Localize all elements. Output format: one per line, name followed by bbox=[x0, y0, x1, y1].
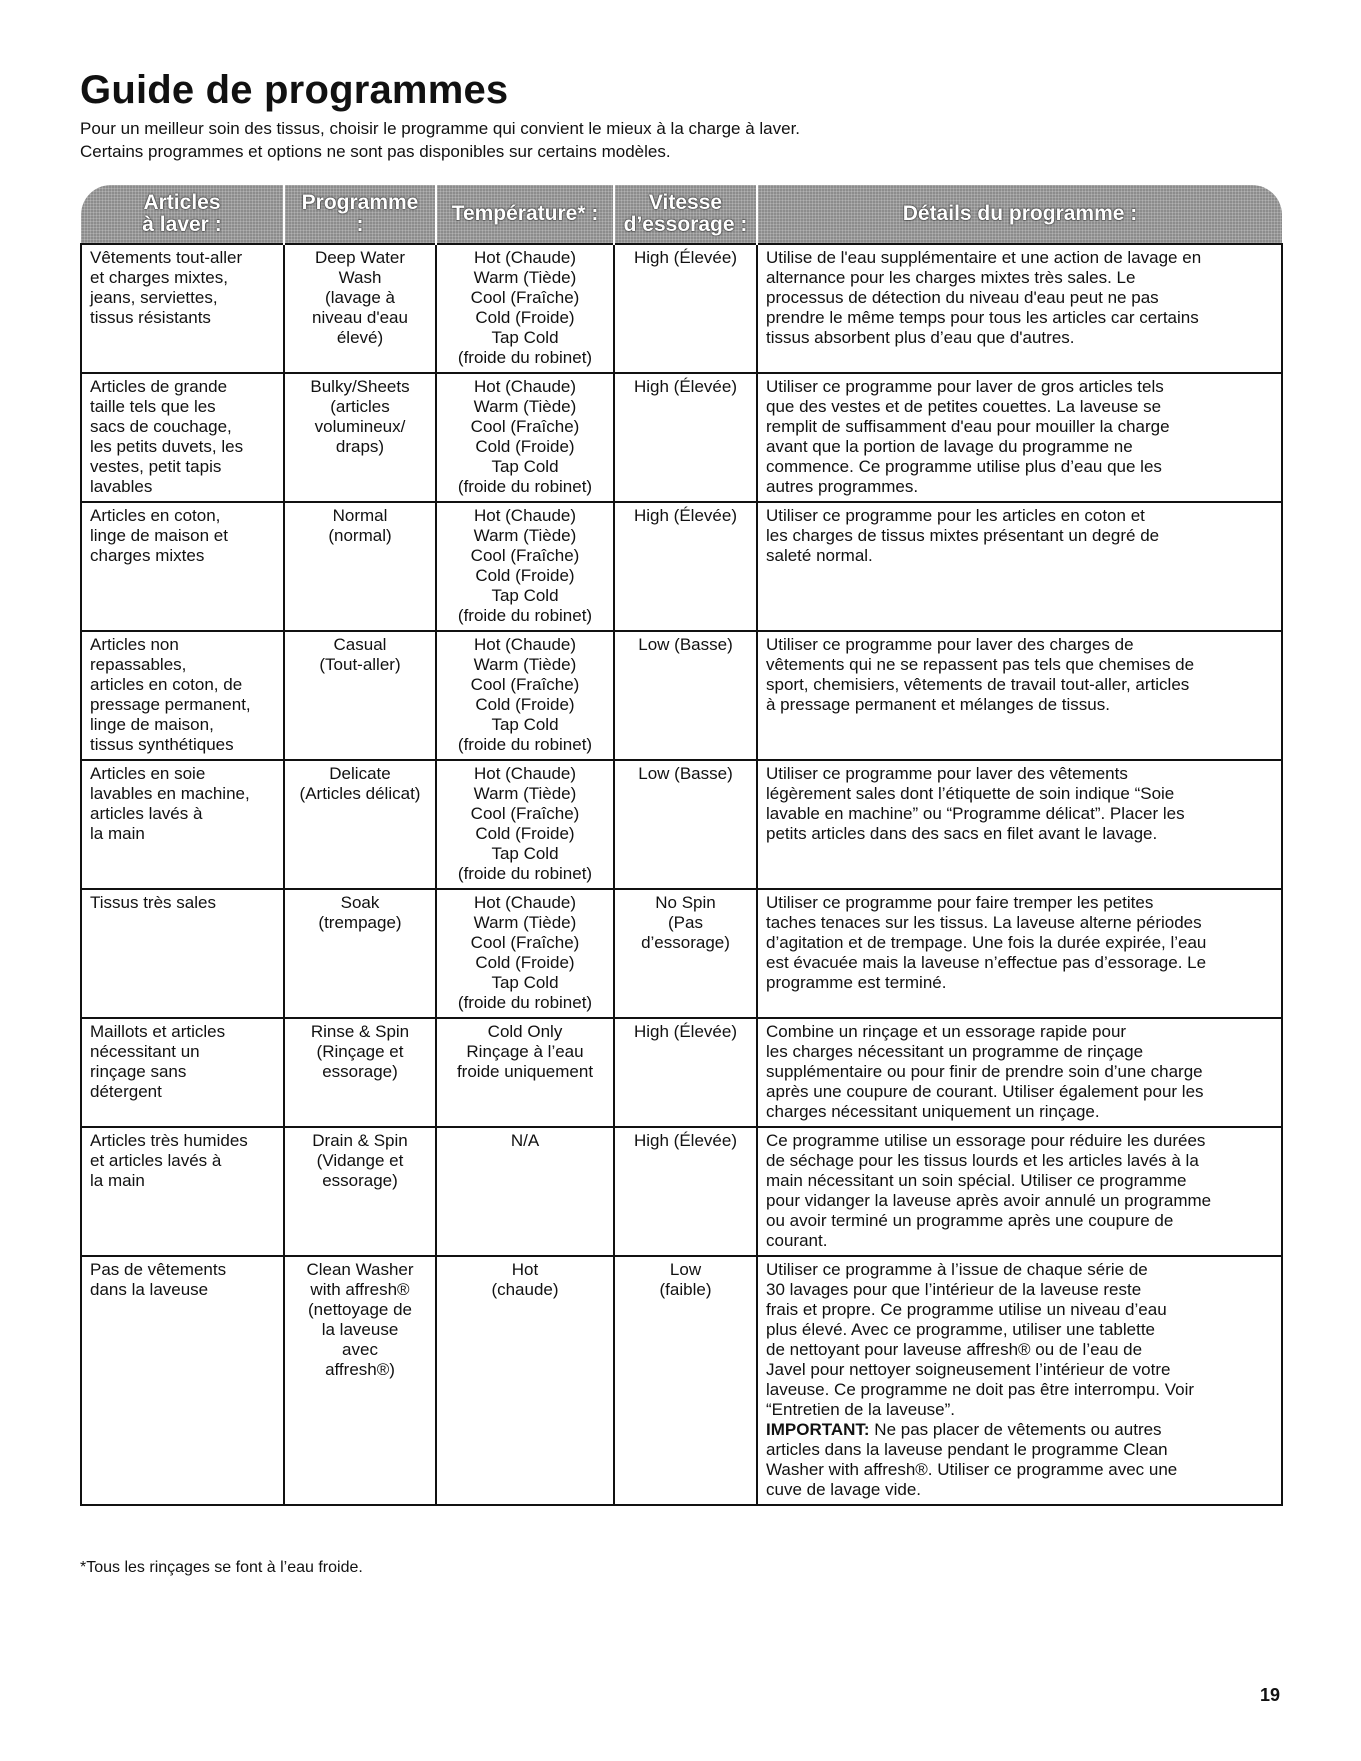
cell-line: Hot (Chaude) bbox=[473, 506, 577, 525]
cell-line: d’essorage) bbox=[641, 933, 730, 952]
cell-line: Tap Cold bbox=[491, 973, 559, 992]
header-line: : bbox=[356, 213, 364, 236]
cell-temperature bbox=[436, 631, 614, 760]
cell-line: Maillots et articles bbox=[90, 1022, 226, 1041]
cell-articles bbox=[81, 889, 284, 1018]
cell-line: Cold (Froide) bbox=[475, 566, 575, 585]
cell-line: Tap Cold bbox=[491, 457, 559, 476]
cell-articles bbox=[81, 1018, 284, 1127]
footnote: *Tous les rinçages se font à l’eau froide. bbox=[80, 1559, 363, 1576]
cell-line: sacs de couchage, bbox=[90, 417, 232, 436]
cell-vitesse bbox=[614, 373, 757, 502]
header-line: Détails du programme : bbox=[902, 202, 1138, 225]
cell-line: de nettoyant pour laveuse affresh® ou de l’eau de bbox=[766, 1340, 1143, 1359]
cell-line: tissus synthétiques bbox=[90, 735, 234, 754]
cell-line: Tissus très sales bbox=[90, 893, 216, 912]
cell-line: Utiliser ce programme à l’issue de chaque série de bbox=[766, 1260, 1148, 1279]
cell-programme bbox=[284, 631, 436, 760]
cell-line: Cool (Fraîche) bbox=[470, 804, 580, 823]
cell-line: à pressage permanent et mélanges de tissus. bbox=[766, 695, 1110, 714]
cell-line: remplit de suffisamment d'eau pour mouiller la charge bbox=[766, 417, 1170, 436]
header-line: Température* : bbox=[451, 202, 599, 225]
cell-line: vêtements qui ne se repassent pas tels que chemises de bbox=[766, 655, 1195, 674]
programme-table bbox=[80, 185, 1283, 1506]
cell-line: Warm (Tiède) bbox=[473, 268, 577, 287]
header-articles bbox=[81, 185, 284, 244]
cell-line: les charges nécessitant un programme de rinçage bbox=[766, 1042, 1144, 1061]
cell-line: Warm (Tiède) bbox=[473, 526, 577, 545]
cell-line: rinçage sans bbox=[90, 1062, 187, 1081]
cell-line: tissus résistants bbox=[90, 308, 211, 327]
cell-vitesse bbox=[614, 244, 757, 373]
cell-details bbox=[757, 1256, 1282, 1505]
cell-line: et charges mixtes, bbox=[90, 268, 228, 287]
cell-line: linge de maison et bbox=[90, 526, 228, 545]
cell-line: Ce programme utilise un essorage pour réduire les durées bbox=[766, 1131, 1206, 1150]
cell-line: vestes, petit tapis bbox=[90, 457, 222, 476]
cell-line: charges nécessitant uniquement un rinçage. bbox=[766, 1102, 1100, 1121]
cell-line: Wash bbox=[338, 268, 382, 287]
cell-line: Cold (Froide) bbox=[475, 308, 575, 327]
header-line: Programme bbox=[301, 191, 419, 214]
cell-line: Cool (Fraîche) bbox=[470, 546, 580, 565]
important-text: Ne pas placer de vêtements ou autres bbox=[869, 1420, 1162, 1439]
cell-details bbox=[757, 889, 1282, 1018]
cell-vitesse bbox=[614, 1127, 757, 1256]
cell-programme bbox=[284, 373, 436, 502]
cell-vitesse bbox=[614, 502, 757, 631]
cell-details bbox=[757, 244, 1282, 373]
cell-line: taches tenaces sur les tissus. La laveuse alterne périodes bbox=[766, 913, 1202, 932]
cell-temperature bbox=[436, 502, 614, 631]
cell-articles bbox=[81, 1127, 284, 1256]
cell-line: Delicate bbox=[329, 764, 391, 783]
cell-line: Articles non bbox=[90, 635, 179, 654]
cell-line: Cold (Froide) bbox=[475, 437, 575, 456]
cell-articles bbox=[81, 244, 284, 373]
cell-line: que des vestes et de petites couettes. La laveuse se bbox=[766, 397, 1162, 416]
cell-line: Warm (Tiède) bbox=[473, 655, 577, 674]
cell-line: Hot (Chaude) bbox=[473, 248, 577, 267]
cell-line: (Tout-aller) bbox=[319, 655, 401, 674]
cell-line: Cool (Fraîche) bbox=[470, 417, 580, 436]
cell-line: Low bbox=[669, 1260, 702, 1279]
cell-line: la main bbox=[90, 824, 145, 843]
cell-line: (lavage à bbox=[325, 288, 395, 307]
intro-line: Pour un meilleur soin des tissus, choisir le programme qui convient le mieux à la charge à laver. bbox=[80, 119, 801, 138]
cell-line: Rinse & Spin bbox=[310, 1022, 410, 1041]
cell-line: Normal bbox=[332, 506, 388, 525]
cell-line: pour vidanger la laveuse après avoir annulé un programme bbox=[766, 1191, 1212, 1210]
cell-line: élevé) bbox=[336, 328, 384, 347]
cell-line: lavable en machine” ou “Programme délicat”. Placer les bbox=[766, 804, 1185, 823]
cell-line: Tap Cold bbox=[491, 328, 559, 347]
cell-line: (articles bbox=[330, 397, 390, 416]
cell-line: (chaude) bbox=[491, 1280, 559, 1299]
table-row bbox=[81, 889, 1282, 1018]
cell-line: main nécessitant un soin spécial. Utiliser ce programme bbox=[766, 1171, 1187, 1190]
cell-articles bbox=[81, 502, 284, 631]
cell-details bbox=[757, 373, 1282, 502]
cell-details bbox=[757, 502, 1282, 631]
cell-line: commence. Ce programme utilise plus d’eau que les bbox=[766, 457, 1162, 476]
header-programme bbox=[284, 185, 436, 244]
cell-vitesse bbox=[614, 631, 757, 760]
cell-line: processus de détection du niveau d'eau peut ne pas bbox=[766, 288, 1159, 307]
cell-line: N/A bbox=[510, 1131, 540, 1150]
cell-line: avec bbox=[342, 1340, 378, 1359]
cell-line: programme est terminé. bbox=[766, 973, 947, 992]
page-number: 19 bbox=[1260, 1685, 1281, 1705]
cell-line: (froide du robinet) bbox=[457, 348, 593, 367]
cell-articles bbox=[81, 373, 284, 502]
cell-line: autres programmes. bbox=[766, 477, 919, 496]
cell-line: Hot bbox=[511, 1260, 539, 1279]
cell-line: sport, chemisiers, vêtements de travail tout-aller, articles bbox=[766, 675, 1190, 694]
cell-line: les charges de tissus mixtes présentant un degré de bbox=[766, 526, 1160, 545]
cell-line: Tap Cold bbox=[491, 844, 559, 863]
cell-line: lavables en machine, bbox=[90, 784, 250, 803]
cell-line: (froide du robinet) bbox=[457, 864, 593, 883]
table-row bbox=[81, 373, 1282, 502]
cell-line: supplémentaire ou pour finir de prendre soin d’une charge bbox=[766, 1062, 1203, 1081]
cell-line: plus élevé. Avec ce programme, utiliser une tablette bbox=[766, 1320, 1156, 1339]
cell-line: Cold Only bbox=[487, 1022, 563, 1041]
cell-line: (Rinçage et bbox=[316, 1042, 404, 1061]
cell-line: taille tels que les bbox=[90, 397, 216, 416]
cell-line: Warm (Tiède) bbox=[473, 397, 577, 416]
cell-programme bbox=[284, 244, 436, 373]
cell-line: jeans, serviettes, bbox=[90, 288, 218, 307]
cell-line: la laveuse bbox=[321, 1320, 399, 1339]
table-header-row bbox=[81, 185, 1282, 244]
cell-line: lavables bbox=[90, 477, 153, 496]
cell-line: Cold (Froide) bbox=[475, 824, 575, 843]
cell-line: High (Élevée) bbox=[634, 248, 737, 267]
cell-line: Hot (Chaude) bbox=[473, 635, 577, 654]
cell-line: High (Élevée) bbox=[634, 377, 737, 396]
header-temperature bbox=[436, 185, 614, 244]
cell-vitesse bbox=[614, 760, 757, 889]
cell-line: niveau d'eau bbox=[312, 308, 408, 327]
cell-line: Articles en soie bbox=[90, 764, 206, 783]
cell-line: la main bbox=[90, 1171, 145, 1190]
cell-details bbox=[757, 1127, 1282, 1256]
cell-line: (nettoyage de bbox=[308, 1300, 412, 1319]
cell-line: draps) bbox=[335, 437, 385, 456]
table-row bbox=[81, 760, 1282, 889]
cell-line: nécessitant un bbox=[90, 1042, 200, 1061]
cell-line: (trempage) bbox=[318, 913, 402, 932]
cell-programme bbox=[284, 760, 436, 889]
header-line: à laver : bbox=[142, 213, 222, 236]
cell-line: Utiliser ce programme pour faire tremper les petites bbox=[766, 893, 1154, 912]
cell-programme bbox=[284, 1127, 436, 1256]
cell-line: Articles très humides bbox=[90, 1131, 248, 1150]
cell-line: Cool (Fraîche) bbox=[470, 288, 580, 307]
cell-temperature bbox=[436, 373, 614, 502]
cell-line: articles lavés à bbox=[90, 804, 203, 823]
cell-line: et articles lavés à bbox=[90, 1151, 222, 1170]
cell-line: Cold (Froide) bbox=[475, 695, 575, 714]
cell-details bbox=[757, 760, 1282, 889]
cell-line: Low (Basse) bbox=[638, 635, 733, 654]
cell-line: est évacuée mais la laveuse n’effectue pas d’essorage. Le bbox=[766, 953, 1207, 972]
cell-line: Utiliser ce programme pour les articles en coton et bbox=[766, 506, 1145, 525]
table-row bbox=[81, 1127, 1282, 1256]
cell-line: pressage permanent, bbox=[90, 695, 251, 714]
table-body bbox=[81, 244, 1282, 1505]
cell-line: (Pas bbox=[668, 913, 703, 932]
cell-line: Clean Washer bbox=[306, 1260, 414, 1279]
cell-temperature bbox=[436, 1127, 614, 1256]
cell-line: Deep Water bbox=[314, 248, 406, 267]
cell-line: Hot (Chaude) bbox=[473, 764, 577, 783]
cell-line: Low (Basse) bbox=[638, 764, 733, 783]
cell-temperature bbox=[436, 1018, 614, 1127]
cell-line: Articles en coton, bbox=[90, 506, 221, 525]
cell-vitesse bbox=[614, 1018, 757, 1127]
cell-line: Utiliser ce programme pour laver de gros articles tels bbox=[766, 377, 1164, 396]
table-row bbox=[81, 502, 1282, 631]
intro bbox=[80, 117, 1281, 163]
cell-line: dans la laveuse bbox=[90, 1280, 209, 1299]
cell-line: High (Élevée) bbox=[634, 506, 737, 525]
cell-line: Hot (Chaude) bbox=[473, 893, 577, 912]
cell-line: linge de maison, bbox=[90, 715, 214, 734]
important-text-line: Washer with affresh®. Utiliser ce programme avec une bbox=[766, 1460, 1178, 1479]
cell-line: Javel pour nettoyer soigneusement l’intérieur de votre bbox=[766, 1360, 1171, 1379]
cell-line: essorage) bbox=[322, 1062, 398, 1081]
cell-programme bbox=[284, 1018, 436, 1127]
table-row bbox=[81, 1256, 1282, 1505]
cell-line: High (Élevée) bbox=[634, 1131, 737, 1150]
cell-line: saleté normal. bbox=[766, 546, 873, 565]
cell-details bbox=[757, 631, 1282, 760]
important-note bbox=[766, 1420, 1273, 1440]
cell-articles bbox=[81, 1256, 284, 1505]
cell-programme bbox=[284, 502, 436, 631]
cell-line: d’agitation et de trempage. Une fois la durée expirée, l’eau bbox=[766, 933, 1207, 952]
cell-line: prendre le même temps pour tous les articles car certains bbox=[766, 308, 1199, 327]
cell-line: (faible) bbox=[659, 1280, 712, 1299]
cell-line: essorage) bbox=[322, 1171, 398, 1190]
cell-line: Cool (Fraîche) bbox=[470, 675, 580, 694]
cell-line: courant. bbox=[766, 1231, 828, 1250]
cell-line: (normal) bbox=[328, 526, 392, 545]
cell-line: détergent bbox=[90, 1082, 162, 1101]
cell-line: alternance pour les charges mixtes très sales. Le bbox=[766, 268, 1136, 287]
cell-line: articles en coton, de bbox=[90, 675, 243, 694]
cell-line: affresh®) bbox=[325, 1360, 395, 1379]
header-line: Vitesse bbox=[648, 191, 723, 214]
cell-line: with affresh® bbox=[310, 1280, 410, 1299]
cell-temperature bbox=[436, 760, 614, 889]
cell-line: (Articles délicat) bbox=[299, 784, 421, 803]
header-line: Articles bbox=[143, 191, 221, 214]
cell-line: Bulky/Sheets bbox=[310, 377, 410, 396]
table-row bbox=[81, 631, 1282, 760]
cell-vitesse bbox=[614, 889, 757, 1018]
cell-line: Pas de vêtements bbox=[90, 1260, 227, 1279]
important-label: IMPORTANT: bbox=[766, 1420, 870, 1439]
table-row bbox=[81, 244, 1282, 373]
cell-line: Warm (Tiède) bbox=[473, 784, 577, 803]
cell-line: de séchage pour les tissus lourds et les articles lavés à la bbox=[766, 1151, 1199, 1170]
important-text-line: cuve de lavage vide. bbox=[766, 1480, 921, 1499]
header-vitesse bbox=[614, 185, 757, 244]
cell-line: (froide du robinet) bbox=[457, 477, 593, 496]
cell-programme bbox=[284, 1256, 436, 1505]
cell-line: laveuse. Ce programme ne doit pas être interrompu. Voir bbox=[766, 1380, 1195, 1399]
cell-line: 30 lavages pour que l’intérieur de la laveuse reste bbox=[766, 1280, 1142, 1299]
cell-line: légèrement sales dont l’étiquette de soin indique “Soie bbox=[766, 784, 1175, 803]
cell-line: petits articles dans des sacs en filet avant le lavage. bbox=[766, 824, 1158, 843]
cell-line: No Spin bbox=[655, 893, 716, 912]
programme-table-wrap bbox=[80, 185, 1281, 1506]
cell-line: froide uniquement bbox=[456, 1062, 594, 1081]
cell-line: les petits duvets, les bbox=[90, 437, 244, 456]
cell-line: Utiliser ce programme pour laver des charges de bbox=[766, 635, 1134, 654]
important-text-line: articles dans la laveuse pendant le programme Clean bbox=[766, 1440, 1168, 1459]
cell-line: Soak bbox=[340, 893, 380, 912]
cell-line: (froide du robinet) bbox=[457, 993, 593, 1012]
cell-line: (Vidange et bbox=[316, 1151, 404, 1170]
cell-line: (froide du robinet) bbox=[457, 606, 593, 625]
cell-line: avant que la portion de lavage du programme ne bbox=[766, 437, 1133, 456]
cell-articles bbox=[81, 760, 284, 889]
cell-line: Combine un rinçage et un essorage rapide pour bbox=[766, 1022, 1127, 1041]
cell-line: repassables, bbox=[90, 655, 187, 674]
cell-line: Cold (Froide) bbox=[475, 953, 575, 972]
cell-line: Cool (Fraîche) bbox=[470, 933, 580, 952]
cell-line: frais et propre. Ce programme utilise un niveau d’eau bbox=[766, 1300, 1167, 1319]
cell-line: Articles de grande bbox=[90, 377, 228, 396]
cell-articles bbox=[81, 631, 284, 760]
cell-vitesse bbox=[614, 1256, 757, 1505]
cell-line: Warm (Tiède) bbox=[473, 913, 577, 932]
cell-line: High (Élevée) bbox=[634, 1022, 737, 1041]
cell-line: Drain & Spin bbox=[312, 1131, 408, 1150]
cell-line: ou avoir terminé un programme après une coupure de bbox=[766, 1211, 1174, 1230]
header-details bbox=[757, 185, 1282, 244]
intro-line: Certains programmes et options ne sont pas disponibles sur certains modèles. bbox=[80, 142, 671, 161]
cell-temperature bbox=[436, 244, 614, 373]
cell-line: tissus absorbent plus d’eau que d'autres. bbox=[766, 328, 1075, 347]
cell-line: Utilise de l'eau supplémentaire et une action de lavage en bbox=[766, 248, 1202, 267]
page-title: Guide de programmes bbox=[80, 68, 509, 112]
cell-temperature bbox=[436, 1256, 614, 1505]
cell-line: Rinçage à l’eau bbox=[466, 1042, 584, 1061]
cell-programme bbox=[284, 889, 436, 1018]
cell-line: Casual bbox=[333, 635, 387, 654]
table-row bbox=[81, 1018, 1282, 1127]
cell-line: charges mixtes bbox=[90, 546, 205, 565]
cell-line: après une coupure de courant. Utiliser également pour les bbox=[766, 1082, 1204, 1101]
header-line: d’essorage : bbox=[623, 213, 748, 236]
cell-line: volumineux/ bbox=[314, 417, 406, 436]
cell-line: Tap Cold bbox=[491, 586, 559, 605]
cell-line: Vêtements tout-aller bbox=[90, 248, 243, 267]
cell-temperature bbox=[436, 889, 614, 1018]
cell-line: Tap Cold bbox=[491, 715, 559, 734]
cell-line: Utiliser ce programme pour laver des vêtements bbox=[766, 764, 1128, 783]
cell-line: “Entretien de la laveuse”. bbox=[766, 1400, 955, 1419]
cell-details bbox=[757, 1018, 1282, 1127]
cell-line: (froide du robinet) bbox=[457, 735, 593, 754]
cell-line: Hot (Chaude) bbox=[473, 377, 577, 396]
